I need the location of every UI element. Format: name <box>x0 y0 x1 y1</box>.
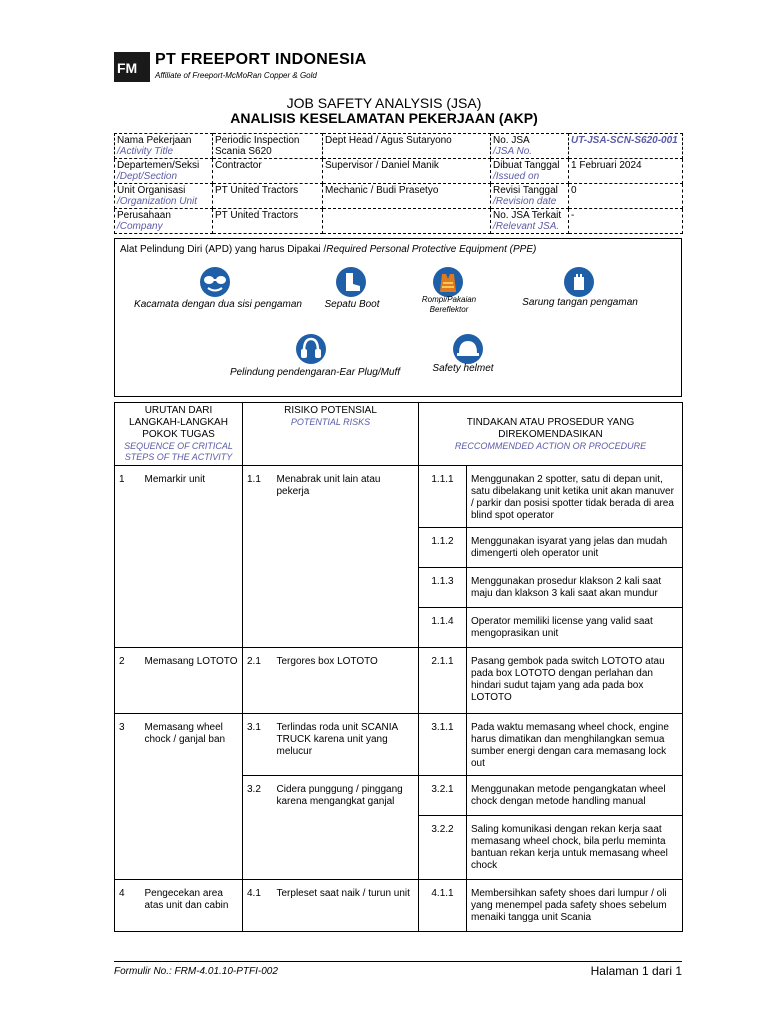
ppe-section <box>114 238 682 397</box>
table-row <box>115 466 683 528</box>
action-number: 3.1.1 <box>419 714 467 776</box>
page-number: Halaman 1 dari 1 <box>590 964 682 978</box>
value-dept-section: Contractor <box>213 159 323 184</box>
label-company: Perusahaan <box>117 210 171 221</box>
risk-number: 3.2 <box>243 776 273 880</box>
step-number: 3 <box>115 714 141 880</box>
table-row <box>115 648 683 714</box>
value-supervisor: Supervisor / Daniel Manik <box>323 159 491 184</box>
step-number: 1 <box>115 466 141 648</box>
company-logo <box>114 50 414 86</box>
value-dept-head: Dept Head / Agus Sutaryono <box>323 134 491 159</box>
header-row <box>115 134 683 159</box>
svg-text:FM: FM <box>117 60 138 76</box>
header-actions: TINDAKAN ATAU PROSEDUR YANG DIREKOMENDASIKAN RECCOMMENDED ACTION OR PROCEDURE <box>419 403 683 466</box>
label-dept-section-en: /Dept/Section <box>117 171 178 182</box>
label-jsa-no: No. JSA <box>493 135 530 146</box>
value-org-unit: PT United Tractors <box>213 184 323 209</box>
step-number: 2 <box>115 648 141 714</box>
step-number: 4 <box>115 880 141 932</box>
value-company: PT United Tractors <box>213 209 323 234</box>
value-revision-date: 0 <box>569 184 683 209</box>
action-number: 1.1.3 <box>419 568 467 608</box>
ppe-label-gloves: Sarung tangan pengaman <box>522 297 638 308</box>
step-text: Memasang LOTOTO <box>141 648 243 714</box>
header-steps: URUTAN DARI LANGKAH-LANGKAH POKOK TUGAS SEQUENCE OF CRITICAL STEPS OF THE ACTIVITY <box>115 403 243 466</box>
risk-number: 4.1 <box>243 880 273 932</box>
ppe-label-ear-muff: Pelindung pendengaran-Ear Plug/Muff <box>229 367 401 378</box>
action-number: 1.1.2 <box>419 528 467 568</box>
ppe-label-vest: Rompi/Pakaian Bereflektor <box>421 295 477 314</box>
step-text: Memarkir unit <box>141 466 243 648</box>
label-activity-title-en: /Activity Title <box>117 146 174 157</box>
value-relevant-jsa: - <box>569 209 683 234</box>
label-issued-on-en: /Issued on <box>493 171 540 182</box>
risk-text: Menabrak unit lain atau pekerja <box>273 466 419 648</box>
vest-icon <box>432 266 464 298</box>
action-text: Pada waktu memasang wheel chock, engine harus dimatikan dan menghilangkan semua sumber energi dengan cara memasang lock out <box>467 714 683 776</box>
action-text: Membersihkan safety shoes dari lumpur / oli yang menempel pada safety shoes sebelum menaiki tangga unit Scania <box>467 880 683 932</box>
ppe-label-helmet: Safety helmet <box>432 363 494 374</box>
table-row <box>115 714 683 776</box>
action-text: Menggunakan 2 spotter, satu di depan unit, satu dibelakang unit ketika unit akan manuver / parkir dan posisi spotter tidak berada di area blind spot operator <box>467 466 683 528</box>
label-org-unit: Unit Organisasi <box>117 185 186 196</box>
risk-number: 3.1 <box>243 714 273 776</box>
action-number: 1.1.4 <box>419 608 467 648</box>
company-affiliate: Affiliate of Freeport-McMoRan Copper & Gold <box>155 71 317 80</box>
action-number: 3.2.2 <box>419 816 467 880</box>
label-revision-date-en: /Revision date <box>493 196 557 207</box>
label-revision-date: Revisi Tanggal <box>493 185 558 196</box>
value-activity-title: Periodic Inspection Scania S620 <box>213 134 323 159</box>
label-dept-section: Departemen/Seksi <box>117 160 200 171</box>
value-mechanic: Mechanic / Budi Prasetyo <box>323 184 491 209</box>
label-org-unit-en: /Organization Unit <box>117 196 198 207</box>
action-number: 3.2.1 <box>419 776 467 816</box>
action-number: 1.1.1 <box>419 466 467 528</box>
action-number: 2.1.1 <box>419 648 467 714</box>
action-number: 4.1.1 <box>419 880 467 932</box>
doc-title: JOB SAFETY ANALYSIS (JSA) <box>286 95 482 111</box>
step-text: Memasang wheel chock / ganjal ban <box>141 714 243 880</box>
label-jsa-no-en: /JSA No. <box>493 146 533 157</box>
ppe-label-boot: Sepatu Boot <box>324 299 380 310</box>
action-text: Menggunakan isyarat yang jelas dan mudah dimengerti oleh operator unit <box>467 528 683 568</box>
company-name: PT FREEPORT INDONESIA <box>155 51 367 68</box>
action-text: Menggunakan metode pengangkatan wheel chock dengan metode handling manual <box>467 776 683 816</box>
value-jsa-no: UT-JSA-SCN-S620-001 <box>569 134 683 159</box>
risk-text: Cidera punggung / pinggang karena mengangkat ganjal <box>273 776 419 880</box>
ear-muff-icon <box>295 333 327 365</box>
jsa-header-table <box>114 133 683 234</box>
header-row <box>115 209 683 234</box>
label-activity-title: Nama Pekerjaan <box>117 135 192 146</box>
form-number: Formulir No.: FRM-4.01.10-PTFI-002 <box>114 966 278 977</box>
risk-number: 2.1 <box>243 648 273 714</box>
boot-icon <box>335 266 367 298</box>
doc-subtitle: ANALISIS KESELAMATAN PEKERJAAN (AKP) <box>230 110 538 126</box>
step-text: Pengecekan area atas unit dan cabin <box>141 880 243 932</box>
helmet-icon <box>452 333 484 365</box>
header-risks: RISIKO POTENSIAL POTENTIAL RISKS <box>243 403 419 466</box>
label-company-en: /Company <box>117 221 163 232</box>
table-header <box>115 403 683 466</box>
gloves-icon <box>563 266 595 298</box>
jsa-steps-table <box>114 402 683 932</box>
label-relevant-jsa-en: /Relevant JSA. <box>493 221 560 232</box>
label-issued-on: Dibuat Tanggal <box>493 160 560 171</box>
risk-text: Terlindas roda unit SCANIA TRUCK karena unit yang melucur <box>273 714 419 776</box>
label-relevant-jsa: No. JSA Terkait <box>493 210 562 221</box>
ppe-label-goggles: Kacamata dengan dua sisi pengaman <box>134 299 302 310</box>
freeport-logo-mark <box>114 52 150 82</box>
action-text: Pasang gembok pada switch LOTOTO atau pada box LOTOTO dengan perlahan dan hindari sudut tajam yang ada pada box LOTOTO <box>467 648 683 714</box>
risk-number: 1.1 <box>243 466 273 648</box>
goggles-icon <box>199 266 231 298</box>
header-row <box>115 184 683 209</box>
action-text: Menggunakan prosedur klakson 2 kali saat maju dan klakson 3 kali saat akan mundur <box>467 568 683 608</box>
value-issued-on: 1 Februari 2024 <box>569 159 683 184</box>
risk-text: Tergores box LOTOTO <box>273 648 419 714</box>
action-text: Operator memiliki license yang valid saat mengoprasikan unit <box>467 608 683 648</box>
risk-text: Terpleset saat naik / turun unit <box>273 880 419 932</box>
ppe-title: Alat Pelindung Diri (APD) yang harus Dipakai /Required Personal Protective Equipment (PPE) <box>120 244 537 255</box>
action-text: Saling komunikasi dengan rekan kerja saat memasang wheel chock, bila perlu meminta bantuan rekan kerja untuk memasang wheel chock <box>467 816 683 880</box>
footer-divider <box>114 961 682 962</box>
table-row <box>115 880 683 932</box>
header-row <box>115 159 683 184</box>
value-empty <box>323 209 491 234</box>
